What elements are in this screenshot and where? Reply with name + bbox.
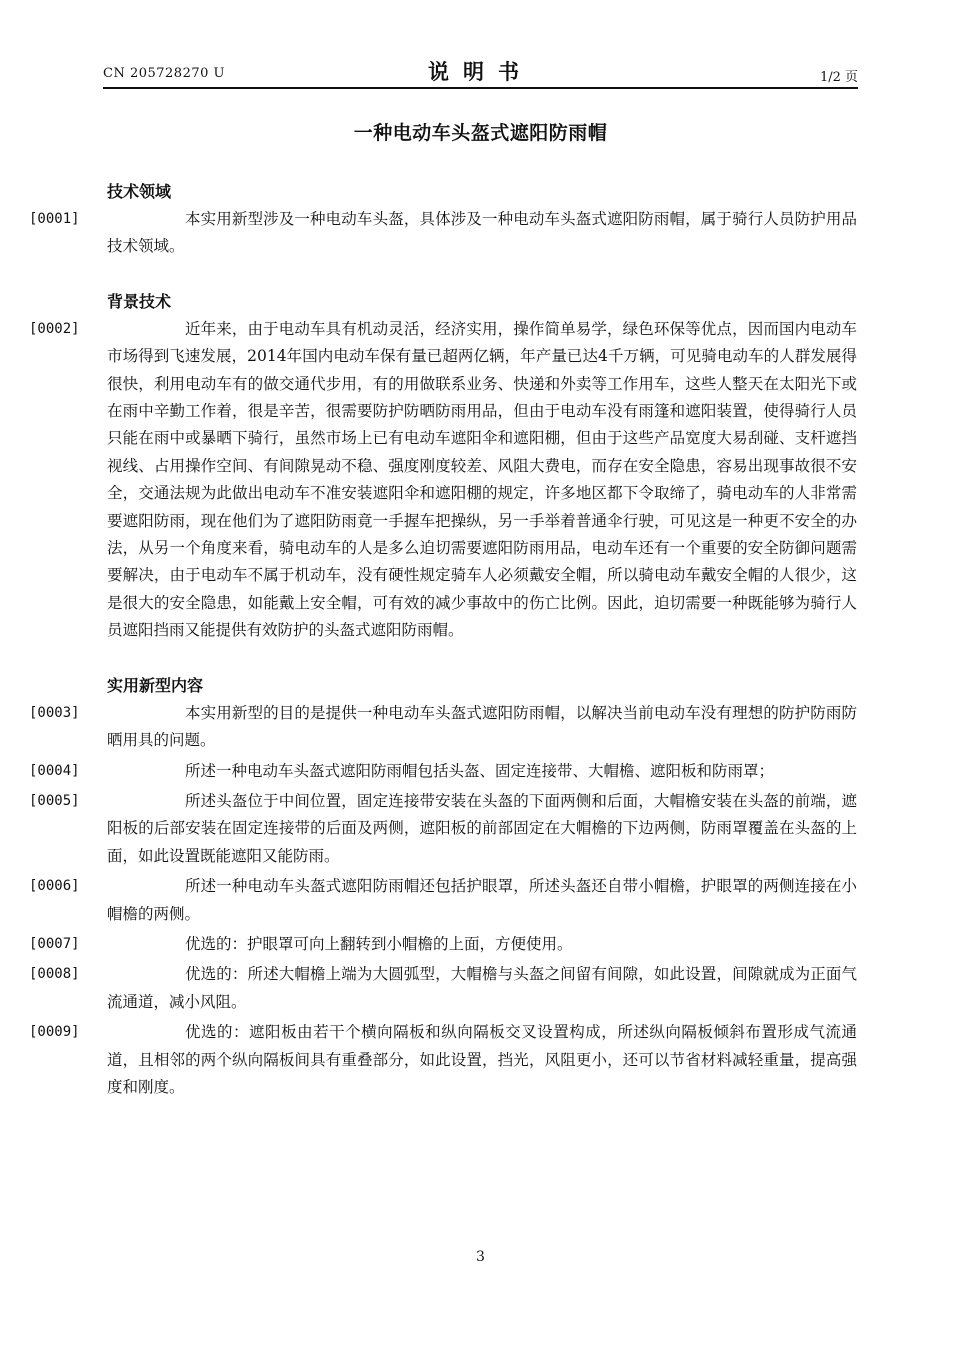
- paragraph-number: [0006]: [29, 878, 80, 895]
- paragraph-number: [0007]: [29, 935, 80, 952]
- paragraph-text: 本实用新型的目的是提供一种电动车头盔式遮阳防雨帽，以解决当前电动车没有理想的防护防雨防晒用具的问题。: [107, 703, 857, 750]
- paragraph-text: 所述一种电动车头盔式遮阳防雨帽包括头盔、固定连接带、大帽檐、遮阳板和防雨罩；: [185, 761, 775, 780]
- paragraph-text: 所述一种电动车头盔式遮阳防雨帽还包括护眼罩，所述头盔还自带小帽檐，护眼罩的两侧连接在小帽檐的两侧。: [107, 877, 857, 923]
- header-divider: [103, 87, 858, 89]
- document-title: 一种电动车头盔式遮阳防雨帽: [353, 122, 608, 144]
- paragraph-text: 近年来，由于电动车具有机动灵活，经济实用，操作简单易学，绿色环保等优点，因而国内电动车市场得到飞速发展，2014年国内电动车保有量已超两亿辆，年产量已达4千万辆，可见骑电动车的人群发展得很快，利用电动车有的做交通代步用，有的用做联系业务、快递和外卖等工作用车，这些人整天在太阳光下或在雨中辛勤工作着，很是辛苦，很需要防护防晒防雨用品，但由于电动车没有雨篷和遮阳装置，使得骑行人员只能在雨中或暴晒下骑行，虽然市场上已有电动车遮阳伞和遮阳棚，但由于这些产品宽度大易刮碰、支杆遮挡视线、占用操作空间、有间隙晃动不稳、强度刚度较差、风阻大费电，而存在安全隐患，容易出现事故很不安全，交通法规为此做出电动车不准安装遮阳伞和遮阳棚的规定，许多地区都下令取缔了，骑电动车的人非常需要遮阳防雨，现在他们为了遮阳防雨竟一手握车把操纵，另一手举着普通伞行驶，可见这是一种更不安全的办法，从另一个角度来看，骑电动车的人是多么迫切需要遮阳防雨用品，电动车还有一个重要的安全防御问题需要解决，由于电动车不属于机动车，没有硬性规定骑车人必须戴安全帽，所以骑电动车戴安全帽的人很少，这是很大的安全隐患，如能戴上安全帽，可有效的减少事故中的伤亡比例。因此，迫切需要一种既能够为骑行人员遮阳挡雨又能提供有效防护的头盔式遮阳防雨帽。: [107, 319, 857, 640]
- paragraph-number: [0009]: [29, 1024, 80, 1041]
- paragraph: [29, 758, 857, 785]
- paragraph-text: 优选的：所述大帽檐上端为大圆弧型，大帽檐与头盔之间留有间隙，如此设置，间隙就成为正面气流通道，减小风阻。: [107, 965, 857, 1011]
- paragraph-number: [0004]: [29, 762, 80, 779]
- section-background: [29, 288, 857, 645]
- paragraph-text: 本实用新型涉及一种电动车头盔，具体涉及一种电动车头盔式遮阳防雨帽，属于骑行人员防护用品技术领域。: [107, 210, 857, 256]
- page-number: 3: [476, 1249, 485, 1265]
- page-label: 1/2 页: [819, 70, 858, 85]
- paragraph: [29, 700, 857, 755]
- document-body: [29, 178, 857, 1104]
- paragraph-number: [0008]: [29, 966, 80, 983]
- paragraph: [29, 788, 857, 870]
- paragraph-number: [0005]: [29, 792, 80, 809]
- paragraph: [29, 316, 857, 645]
- paragraph-text: 优选的：遮阳板由若干个横向隔板和纵向隔板交叉设置构成，所述纵向隔板倾斜布置形成气流通道，且相邻的两个纵向隔板间具有重叠部分，如此设置，挡光，风阻更小，还可以节省材料减轻重量，提高强度和刚度。: [107, 1023, 857, 1096]
- paragraph: [29, 961, 857, 1016]
- paragraph-text: 所述头盔位于中间位置，固定连接带安装在头盔的下面两侧和后面，大帽檐安装在头盔的前端，遮阳板的后部安装在固定连接带的后面及两侧，遮阳板的前部固定在大帽檐的下边两侧，防雨罩覆盖在头盔的上面，如此设置既能遮阳又能防雨。: [107, 791, 857, 865]
- document-type: 说明书: [428, 59, 533, 84]
- paragraph: [29, 931, 857, 958]
- section-heading: 背景技术: [107, 291, 172, 311]
- paragraph-number: [0002]: [29, 320, 80, 337]
- section-heading: 实用新型内容: [107, 675, 204, 695]
- page-header: [103, 56, 858, 88]
- section-heading: 技术领域: [107, 182, 172, 201]
- section-utility-content: [29, 672, 857, 1102]
- paragraph-number: [0001]: [29, 211, 80, 227]
- paragraph-number: [0003]: [29, 704, 80, 721]
- section-technical-field: [29, 178, 857, 261]
- document-id: CN 205728270 U: [103, 66, 225, 81]
- paragraph: [29, 873, 857, 928]
- paragraph: [29, 206, 857, 261]
- paragraph: [29, 1019, 857, 1101]
- paragraph-text: 优选的：护眼罩可向上翻转到小帽檐的上面，方便使用。: [185, 934, 573, 953]
